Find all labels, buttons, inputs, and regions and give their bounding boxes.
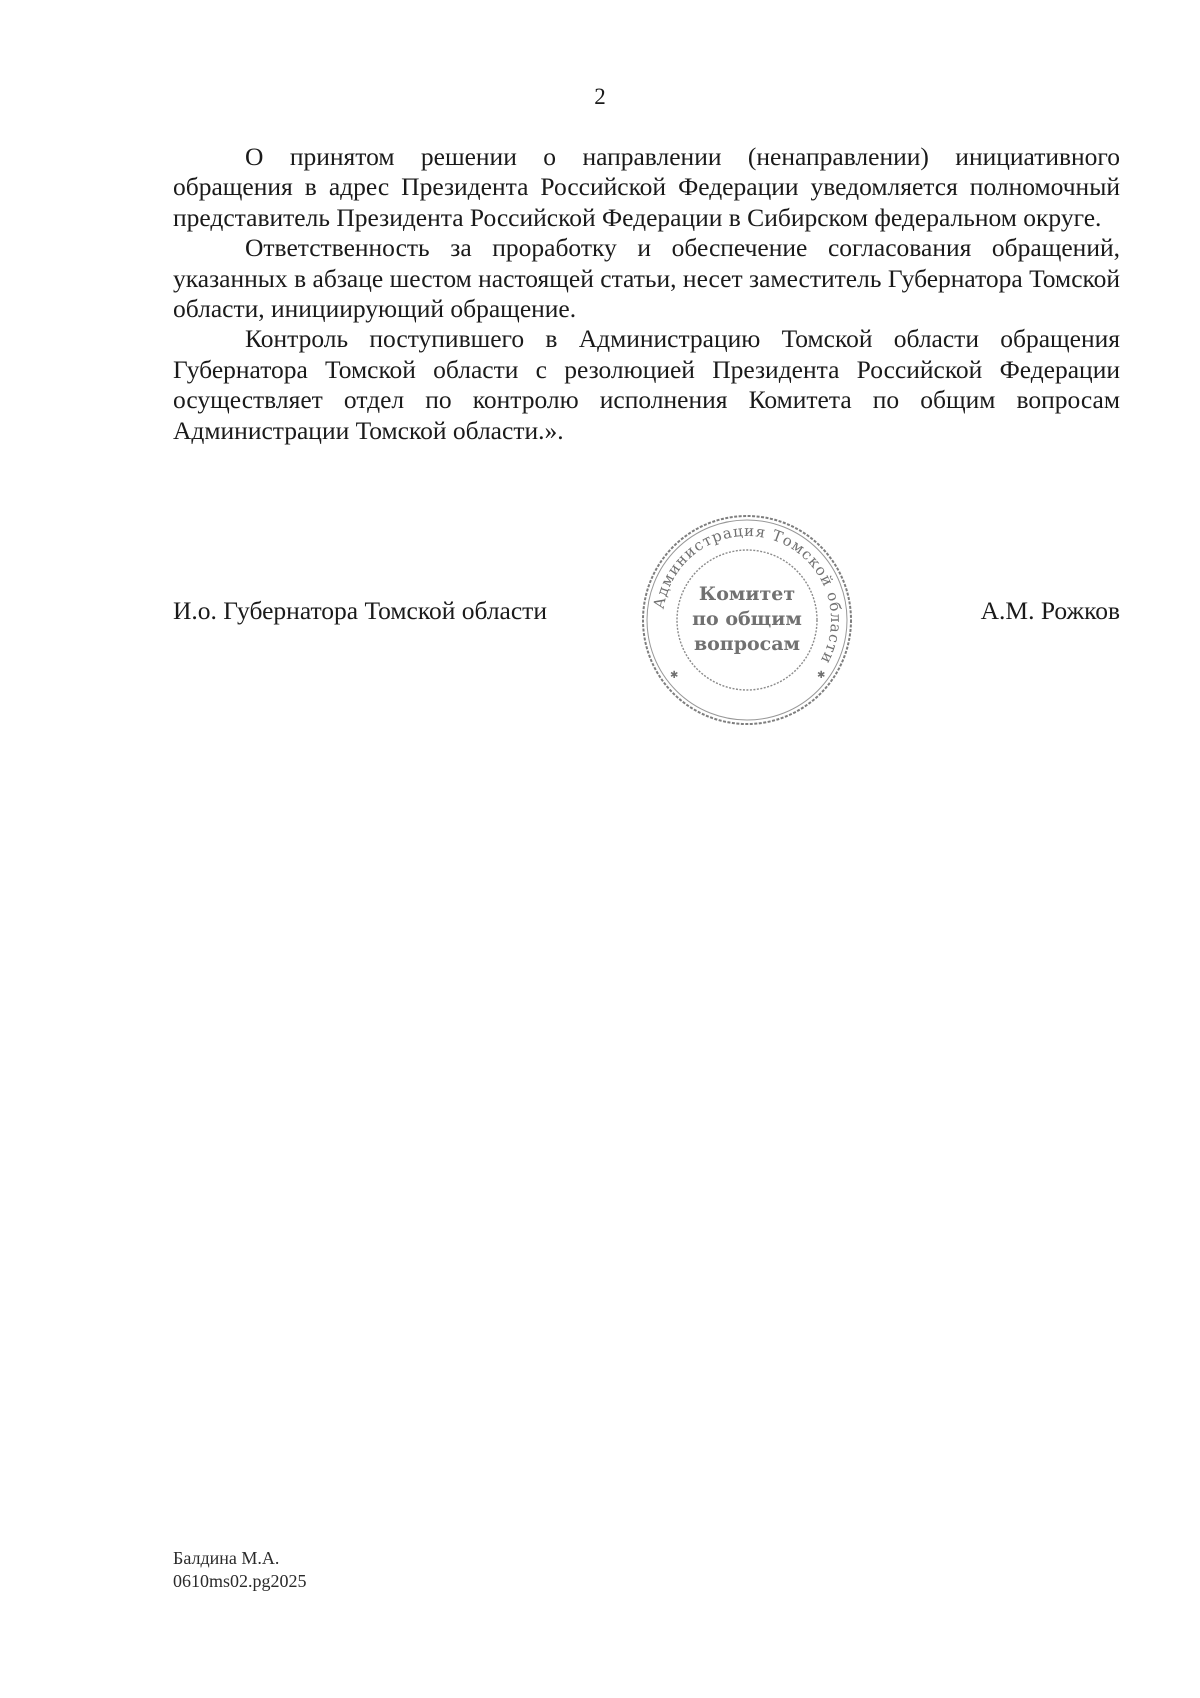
stamp-star-left: ✱ bbox=[670, 670, 679, 681]
signer-name: А.М. Рожков bbox=[980, 596, 1120, 625]
paragraph-notification: О принятом решении о направлении (ненаправлении) инициативного обращения в адрес Президента Российской Федерации уведомляется полномочный представитель Президента Российской Федерации в Сибирском федеральном округе. bbox=[173, 142, 1120, 232]
official-stamp bbox=[637, 510, 857, 730]
footer-executor-block bbox=[173, 1547, 307, 1593]
file-code: 0610ms02.pg2025 bbox=[173, 1571, 307, 1591]
signer-position: И.о. Губернатора Томской области bbox=[173, 596, 547, 625]
document-body bbox=[173, 142, 1120, 446]
stamp-outer-text: Администрация Томской области bbox=[649, 521, 846, 668]
executor-name: Балдина М.А. bbox=[173, 1548, 280, 1568]
page-number: 2 bbox=[594, 84, 606, 109]
paragraph-control: Контроль поступившего в Администрацию Томской области обращения Губернатора Томской области с резолюцией Президента Российской Федерации осуществляет отдел по контролю исполнения Комитета по общим вопросам Администрации Томской области.». bbox=[173, 324, 1120, 445]
stamp-center-line-2: по общим bbox=[692, 608, 802, 630]
paragraph-responsibility: Ответственность за проработку и обеспечение согласования обращений, указанных в абзаце шестом настоящей статьи, несет заместитель Губернатора Томской области, инициирующий обращение. bbox=[173, 233, 1120, 324]
stamp-center-line-1: Комитет bbox=[698, 583, 796, 605]
stamp-center-line-3: вопросам bbox=[693, 633, 801, 655]
stamp-star-right: ✱ bbox=[817, 670, 826, 681]
